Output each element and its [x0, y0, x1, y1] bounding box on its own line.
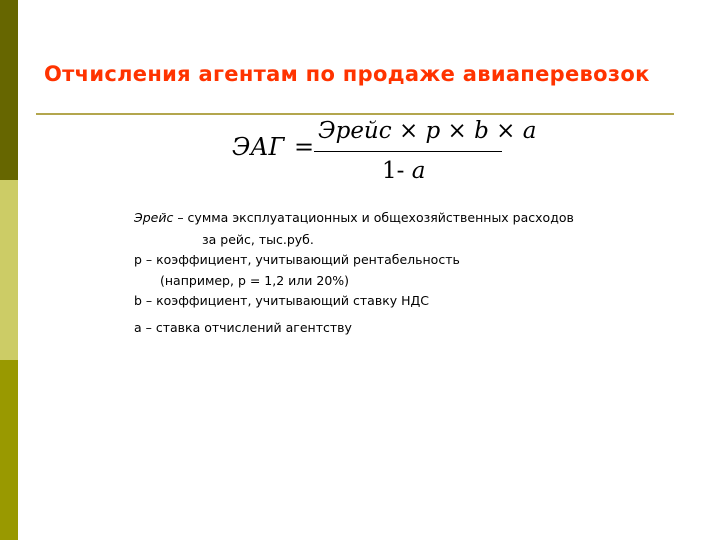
definition-e-reys: [134, 210, 574, 225]
formula-equals: =: [294, 133, 315, 161]
formula-lhs: ЭАГ: [232, 133, 285, 161]
decorative-band-top: [0, 0, 18, 180]
formula-denominator: [382, 156, 425, 186]
definition-e-reys-cont: за рейс, тыс.руб.: [202, 232, 314, 247]
formula-denominator-one: 1-: [382, 158, 405, 184]
fraction-bar: [314, 151, 502, 152]
definition-b: b – коэффициент, учитывающий ставку НДС: [134, 293, 430, 308]
definition-term: Эрейс: [134, 210, 174, 225]
formula-numerator: Эрейс × p × b × a: [318, 118, 537, 144]
slide-title: Отчисления агентам по продаже авиаперевозок: [44, 62, 650, 86]
formula-denominator-var: a: [411, 158, 426, 184]
definition-p-example: (например, р = 1,2 или 20%): [160, 273, 350, 288]
definition-a: а – ставка отчислений агентству: [134, 320, 352, 335]
decorative-band-bottom: [0, 360, 18, 540]
title-divider: [36, 113, 674, 115]
definition-p: р – коэффициент, учитывающий рентабельность: [134, 252, 460, 267]
definition-text: – сумма эксплуатационных и общехозяйственных расходов: [173, 210, 574, 225]
decorative-band-middle: [0, 180, 18, 360]
